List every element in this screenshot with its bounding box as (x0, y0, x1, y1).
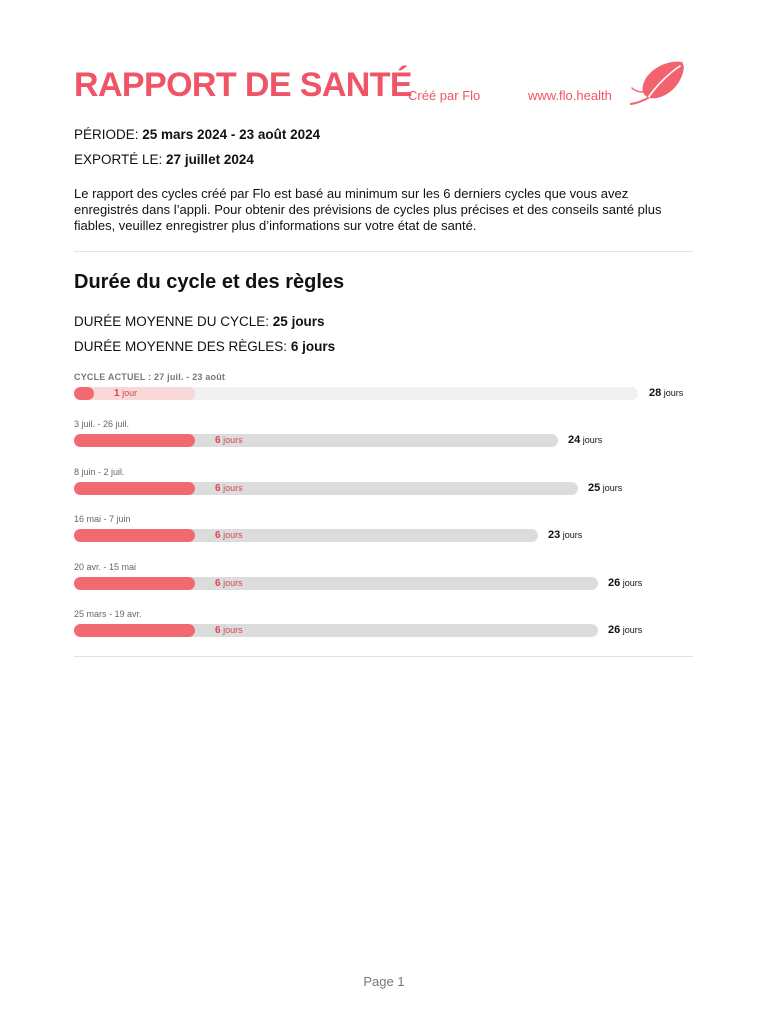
exported-value: 27 juillet 2024 (166, 152, 254, 167)
period-duration (215, 482, 243, 495)
cycle-duration (608, 577, 642, 590)
cycle-label: 25 mars - 19 avr. (74, 608, 142, 619)
period-days: 1 (114, 388, 120, 399)
cycle-days: 26 (608, 576, 621, 589)
report-header (74, 66, 694, 110)
cycle-list (74, 372, 694, 656)
divider (74, 656, 693, 657)
divider (74, 251, 693, 252)
period-duration (215, 577, 243, 590)
period-days: 6 (215, 624, 221, 636)
cycle-label: CYCLE ACTUEL : 27 juil. - 23 août (74, 372, 226, 382)
avg-cycle-value: 25 jours (272, 314, 325, 329)
period-unit: jours (220, 482, 243, 493)
intro-paragraph: Le rapport des cycles créé par Flo est basé au minimum sur les 6 derniers cycles que vous avez enregistrés dans l’appli. Pour obtenir des prévisions de cycles plus précises et des conseils santé plus fiables, veuillez enregistrer plus d’informations sur votre état de santé. (74, 186, 662, 233)
page-number: Page 1 (363, 974, 405, 989)
period-unit: jours (220, 435, 243, 446)
period-bar (74, 624, 195, 637)
period-bar (74, 482, 195, 495)
cycle-days: 24 (568, 434, 581, 447)
cycle-unit: jours (661, 388, 684, 398)
cycle-label: 3 juil. - 26 juil. (74, 419, 130, 430)
period-days: 6 (215, 482, 221, 494)
period-duration (215, 434, 243, 447)
period-bar (74, 529, 195, 542)
cycle-days: 25 (588, 481, 601, 494)
report-byline: Créé par Flo (408, 88, 481, 103)
cycle-duration (649, 387, 683, 400)
cycle-label: 20 avr. - 15 mai (74, 561, 137, 572)
exported-line (74, 152, 254, 167)
cycle-row (74, 419, 694, 466)
cycle-row (74, 467, 694, 514)
section-title: Durée du cycle et des règles (74, 271, 345, 293)
cycle-duration (548, 529, 582, 542)
period-duration (215, 529, 243, 542)
period-days: 6 (215, 435, 221, 447)
avg-period-line (74, 339, 335, 354)
cycle-row-current (74, 372, 694, 419)
site-link[interactable]: www.flo.health (528, 88, 612, 103)
period-value: 25 mars 2024 - 23 août 2024 (142, 127, 321, 142)
period-bar (74, 577, 195, 590)
cycle-unit: jours (620, 624, 643, 635)
period-unit: jour (119, 388, 138, 398)
avg-period-label: DURÉE MOYENNE DES RÈGLES: (74, 339, 291, 354)
cycle-unit: jours (580, 435, 603, 446)
period-unit: jours (220, 624, 243, 635)
cycle-duration (568, 434, 602, 447)
exported-label: EXPORTÉ LE: (74, 152, 167, 167)
cycle-days: 23 (548, 529, 561, 542)
cycle-row (74, 562, 694, 609)
cycle-label: 16 mai - 7 juin (74, 514, 131, 525)
avg-period-value: 6 jours (290, 339, 336, 354)
avg-cycle-line (74, 314, 325, 329)
period-unit: jours (220, 530, 243, 541)
period-duration (215, 624, 243, 637)
period-unit: jours (220, 577, 243, 588)
cycle-label: 8 juin - 2 juil. (74, 466, 125, 477)
report-title: RAPPORT DE SANTÉ (74, 66, 412, 104)
cycle-days: 26 (608, 623, 621, 636)
cycle-unit: jours (600, 482, 623, 493)
period-days: 6 (215, 530, 221, 542)
period-bar (74, 387, 94, 400)
cycle-unit: jours (560, 530, 583, 541)
avg-cycle-label: DURÉE MOYENNE DU CYCLE: (74, 314, 273, 329)
cycle-duration (588, 482, 622, 495)
cycle-unit: jours (620, 577, 643, 588)
cycle-days: 28 (649, 387, 662, 399)
cycle-duration (608, 624, 642, 637)
cycle-row (74, 609, 694, 656)
period-line (74, 127, 320, 142)
period-label: PÉRIODE: (74, 127, 143, 142)
period-days: 6 (215, 577, 221, 589)
period-duration (114, 387, 137, 400)
feather-logo-icon (630, 58, 688, 108)
period-bar (74, 434, 195, 447)
cycle-row (74, 514, 694, 561)
